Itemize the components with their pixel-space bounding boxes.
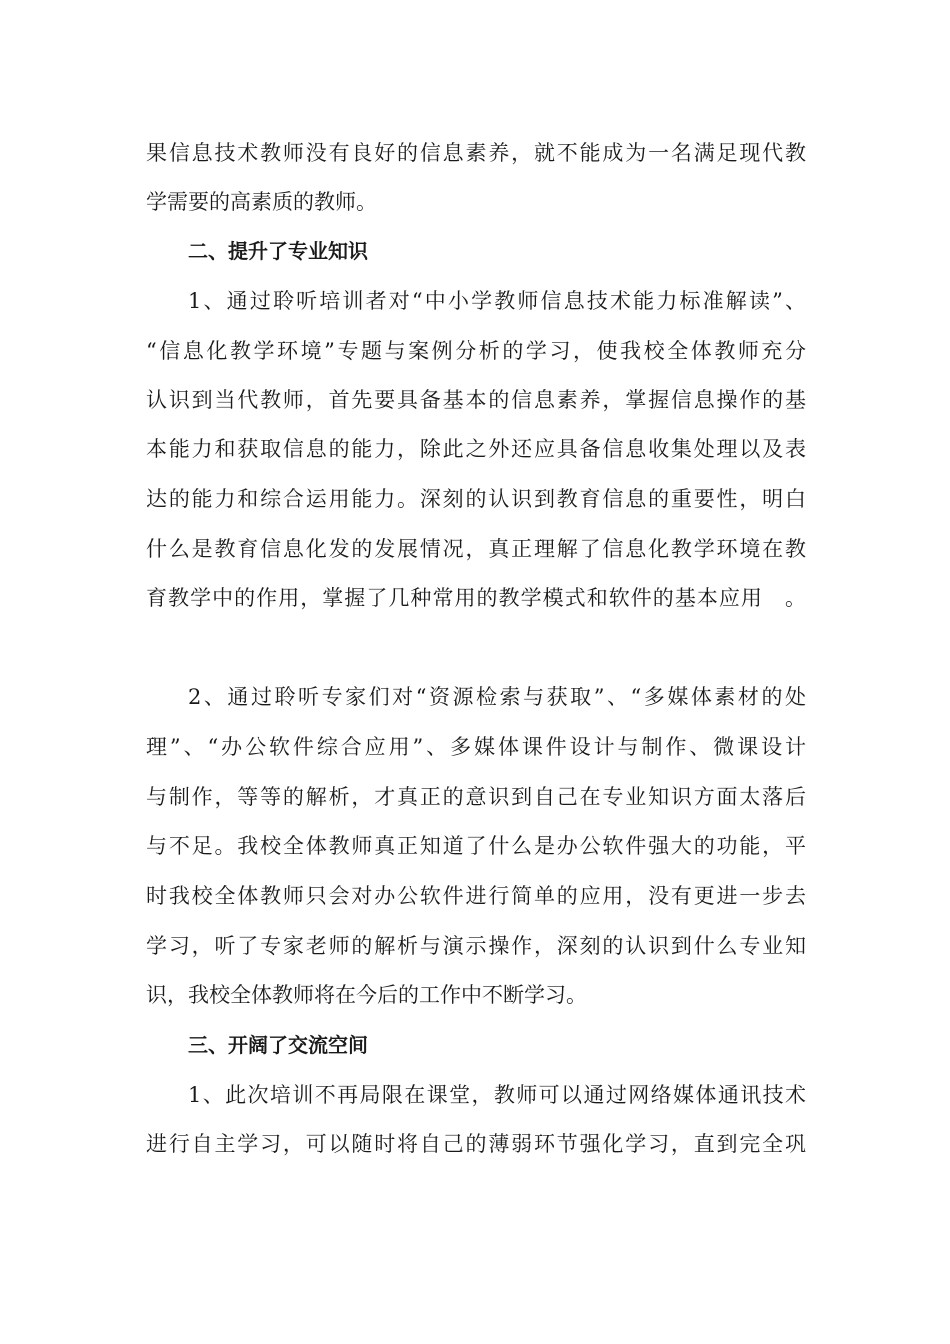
body-text-line: 果信息技术教师没有良好的信息素养，就不能成为一名满足现代教 — [146, 141, 806, 165]
body-text-line: “信息化教学环境”专题与案例分析的学习，使我校全体教师充分 — [146, 339, 806, 363]
body-text-line: 理”、“办公软件综合应用”、多媒体课件设计与制作、微课设计 — [146, 735, 806, 759]
body-text-line: 进行自主学习，可以随时将自己的薄弱环节强化学习，直到完全巩 — [146, 1132, 806, 1156]
body-text-line: 识，我校全体教师将在今后的工作中不断学习。 — [146, 983, 587, 1007]
section-heading: 二、提升了专业知识 — [188, 239, 368, 263]
body-text-line: 什么是教育信息化发的发展情况，真正理解了信息化教学环境在教 — [146, 537, 806, 561]
body-text-line: 1、通过聆听培训者对“中小学教师信息技术能力标准解读”、 — [188, 289, 806, 313]
body-text-line: 学需要的高素质的教师。 — [146, 190, 377, 214]
section-heading: 三、开阔了交流空间 — [188, 1033, 368, 1057]
body-text-line: 与不足。我校全体教师真正知道了什么是办公软件强大的功能，平 — [146, 834, 806, 858]
body-text-line: 本能力和获取信息的能力，除此之外还应具备信息收集处理以及表 — [146, 437, 806, 461]
body-text-line: 与制作，等等的解析，才真正的意识到自己在专业知识方面太落后 — [146, 785, 806, 809]
body-text-line: 时我校全体教师只会对办公软件进行简单的应用，没有更进一步去 — [146, 884, 806, 908]
body-text-line: 达的能力和综合运用能力。深刻的认识到教育信息的重要性，明白 — [146, 487, 806, 511]
body-text-line: 认识到当代教师，首先要具备基本的信息素养，掌握信息操作的基 — [146, 388, 806, 412]
body-text-line: 1、此次培训不再局限在课堂，教师可以通过网络媒体通讯技术 — [188, 1083, 806, 1107]
body-text-line: 育教学中的作用，掌握了几种常用的教学模式和软件的基本应用 。 — [146, 586, 806, 610]
body-text-line: 2、通过聆听专家们对“资源检索与获取”、“多媒体素材的处 — [188, 685, 806, 709]
body-text-line: 学习，听了专家老师的解析与演示操作，深刻的认识到什么专业知 — [146, 934, 806, 958]
